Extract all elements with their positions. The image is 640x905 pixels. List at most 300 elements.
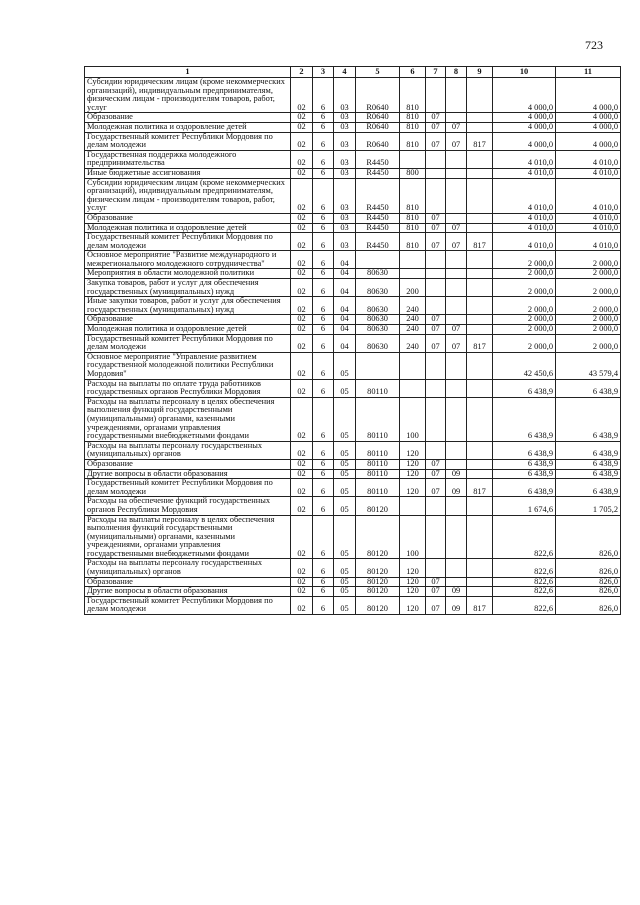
col4-cell: 03 — [334, 122, 356, 132]
row-name-cell: Государственный комитет Республики Мордовия по делам молодежи — [85, 334, 291, 352]
col9-cell — [467, 559, 493, 577]
col7-cell — [426, 168, 446, 178]
col5-cell: R4450 — [356, 213, 400, 223]
col6-cell: 120 — [400, 559, 426, 577]
column-header: 2 — [291, 67, 313, 78]
col8-cell — [446, 459, 467, 469]
table-row — [85, 251, 621, 269]
budget-table — [84, 66, 621, 615]
col6-cell: 810 — [400, 113, 426, 123]
col3-cell: 6 — [313, 559, 334, 577]
col3-cell: 6 — [313, 459, 334, 469]
col11-amount-cell: 6 438,9 — [556, 379, 621, 397]
col7-cell — [426, 397, 446, 441]
col6-cell: 810 — [400, 178, 426, 213]
col9-cell: 817 — [467, 132, 493, 150]
col6-cell — [400, 150, 426, 168]
col9-cell — [467, 122, 493, 132]
col8-cell: 07 — [446, 122, 467, 132]
col9-cell — [467, 352, 493, 379]
col7-cell: 07 — [426, 479, 446, 497]
col5-cell — [356, 251, 400, 269]
col6-cell: 100 — [400, 515, 426, 559]
col5-cell: 80630 — [356, 325, 400, 335]
col2-cell: 02 — [291, 122, 313, 132]
table-row — [85, 113, 621, 123]
col7-cell — [426, 297, 446, 315]
col6-cell: 120 — [400, 469, 426, 479]
col3-cell: 6 — [313, 233, 334, 251]
col3-cell: 6 — [313, 150, 334, 168]
col8-cell — [446, 279, 467, 297]
col7-cell — [426, 269, 446, 279]
table-row — [85, 515, 621, 559]
col5-cell: 80630 — [356, 297, 400, 315]
col4-cell: 03 — [334, 132, 356, 150]
col5-cell: 80110 — [356, 459, 400, 469]
row-name-cell: Мероприятия в области молодежной политики — [85, 269, 291, 279]
row-name-cell: Другие вопросы в области образования — [85, 469, 291, 479]
col3-cell: 6 — [313, 379, 334, 397]
table-row — [85, 577, 621, 587]
col7-cell — [426, 251, 446, 269]
col7-cell: 07 — [426, 315, 446, 325]
col11-amount-cell: 2 000,0 — [556, 297, 621, 315]
col3-cell: 6 — [313, 587, 334, 597]
col6-cell: 240 — [400, 297, 426, 315]
col3-cell: 6 — [313, 132, 334, 150]
col3-cell: 6 — [313, 479, 334, 497]
col2-cell: 02 — [291, 223, 313, 233]
col5-cell: 80110 — [356, 469, 400, 479]
col6-cell — [400, 379, 426, 397]
col5-cell: 80120 — [356, 515, 400, 559]
row-name-cell: Образование — [85, 577, 291, 587]
col11-amount-cell: 6 438,9 — [556, 469, 621, 479]
col11-amount-cell: 43 579,4 — [556, 352, 621, 379]
col7-cell: 07 — [426, 587, 446, 597]
col7-cell: 07 — [426, 122, 446, 132]
col11-amount-cell: 826,0 — [556, 596, 621, 614]
col9-cell — [467, 379, 493, 397]
col3-cell: 6 — [313, 577, 334, 587]
col9-cell — [467, 469, 493, 479]
col3-cell: 6 — [313, 168, 334, 178]
col4-cell: 03 — [334, 223, 356, 233]
col8-cell: 09 — [446, 479, 467, 497]
col4-cell: 05 — [334, 515, 356, 559]
col9-cell: 817 — [467, 233, 493, 251]
col11-amount-cell: 2 000,0 — [556, 251, 621, 269]
col10-amount-cell: 822,6 — [493, 515, 556, 559]
col10-amount-cell: 822,6 — [493, 596, 556, 614]
col5-cell: 80630 — [356, 269, 400, 279]
col3-cell: 6 — [313, 213, 334, 223]
col6-cell: 810 — [400, 122, 426, 132]
col11-amount-cell: 4 000,0 — [556, 113, 621, 123]
col8-cell — [446, 168, 467, 178]
col2-cell: 02 — [291, 397, 313, 441]
col3-cell: 6 — [313, 397, 334, 441]
row-name-cell: Образование — [85, 113, 291, 123]
col7-cell: 07 — [426, 233, 446, 251]
col10-amount-cell: 2 000,0 — [493, 334, 556, 352]
column-header: 8 — [446, 67, 467, 78]
col8-cell: 09 — [446, 596, 467, 614]
col9-cell — [467, 497, 493, 515]
col10-amount-cell: 4 010,0 — [493, 178, 556, 213]
col8-cell — [446, 441, 467, 459]
col3-cell: 6 — [313, 178, 334, 213]
row-name-cell: Расходы на выплаты персоналу в целях обеспечения выполнения функций государственными (муниципальными) органами, казенными учреждениями, органами управления государственными внебюджетными фондами — [85, 515, 291, 559]
col4-cell: 05 — [334, 397, 356, 441]
col10-amount-cell: 822,6 — [493, 587, 556, 597]
col10-amount-cell: 4 010,0 — [493, 168, 556, 178]
col2-cell: 02 — [291, 233, 313, 251]
col2-cell: 02 — [291, 168, 313, 178]
col5-cell: 80120 — [356, 596, 400, 614]
col10-amount-cell: 4 000,0 — [493, 78, 556, 113]
col11-amount-cell: 4 000,0 — [556, 78, 621, 113]
col8-cell — [446, 213, 467, 223]
table-row — [85, 279, 621, 297]
col6-cell: 810 — [400, 223, 426, 233]
col11-amount-cell: 6 438,9 — [556, 441, 621, 459]
row-name-cell: Расходы на обеспечение функций государственных органов Республики Мордовия — [85, 497, 291, 515]
row-name-cell: Молодежная политика и оздоровление детей — [85, 122, 291, 132]
col3-cell: 6 — [313, 113, 334, 123]
col4-cell: 04 — [334, 325, 356, 335]
col8-cell: 07 — [446, 325, 467, 335]
col11-amount-cell: 826,0 — [556, 515, 621, 559]
col6-cell: 810 — [400, 213, 426, 223]
col5-cell: R4450 — [356, 233, 400, 251]
col9-cell — [467, 178, 493, 213]
col5-cell: R4450 — [356, 150, 400, 168]
col4-cell: 05 — [334, 459, 356, 469]
col9-cell — [467, 223, 493, 233]
row-name-cell: Субсидии юридическим лицам (кроме некоммерческих организаций), индивидуальным предпринимателям, физическим лицам - производителям товаров, работ, услуг — [85, 78, 291, 113]
col5-cell: 80630 — [356, 279, 400, 297]
col5-cell: 80110 — [356, 397, 400, 441]
col2-cell: 02 — [291, 479, 313, 497]
col3-cell: 6 — [313, 325, 334, 335]
col11-amount-cell: 2 000,0 — [556, 315, 621, 325]
col6-cell: 120 — [400, 441, 426, 459]
col10-amount-cell: 6 438,9 — [493, 397, 556, 441]
col11-amount-cell: 4 000,0 — [556, 122, 621, 132]
col10-amount-cell: 4 000,0 — [493, 113, 556, 123]
col6-cell — [400, 352, 426, 379]
col9-cell — [467, 213, 493, 223]
col11-amount-cell: 4 010,0 — [556, 150, 621, 168]
col10-amount-cell: 4 010,0 — [493, 223, 556, 233]
column-header: 9 — [467, 67, 493, 78]
col6-cell: 120 — [400, 587, 426, 597]
col7-cell: 07 — [426, 113, 446, 123]
table-row — [85, 233, 621, 251]
col4-cell: 04 — [334, 279, 356, 297]
col6-cell — [400, 269, 426, 279]
col9-cell — [467, 397, 493, 441]
col2-cell: 02 — [291, 352, 313, 379]
col5-cell: R4450 — [356, 223, 400, 233]
col2-cell: 02 — [291, 297, 313, 315]
col8-cell: 07 — [446, 223, 467, 233]
row-name-cell: Образование — [85, 315, 291, 325]
page-number: 723 — [585, 38, 603, 52]
col8-cell: 09 — [446, 587, 467, 597]
col8-cell — [446, 497, 467, 515]
table-row — [85, 379, 621, 397]
col6-cell: 810 — [400, 132, 426, 150]
col8-cell — [446, 78, 467, 113]
table-row — [85, 441, 621, 459]
row-name-cell: Государственный комитет Республики Мордовия по делам молодежи — [85, 233, 291, 251]
col9-cell — [467, 297, 493, 315]
col11-amount-cell: 6 438,9 — [556, 397, 621, 441]
col4-cell: 03 — [334, 178, 356, 213]
table-row — [85, 325, 621, 335]
column-header: 3 — [313, 67, 334, 78]
col10-amount-cell: 6 438,9 — [493, 479, 556, 497]
col4-cell: 05 — [334, 587, 356, 597]
col7-cell: 07 — [426, 577, 446, 587]
col10-amount-cell: 2 000,0 — [493, 325, 556, 335]
col9-cell: 817 — [467, 334, 493, 352]
table-row — [85, 459, 621, 469]
col9-cell — [467, 78, 493, 113]
col7-cell — [426, 352, 446, 379]
col10-amount-cell: 4 000,0 — [493, 132, 556, 150]
col4-cell: 04 — [334, 334, 356, 352]
col6-cell: 120 — [400, 577, 426, 587]
row-name-cell: Расходы на выплаты персоналу государственных (муниципальных) органов — [85, 559, 291, 577]
col4-cell: 04 — [334, 269, 356, 279]
col5-cell: R4450 — [356, 178, 400, 213]
col11-amount-cell: 826,0 — [556, 577, 621, 587]
col4-cell: 03 — [334, 213, 356, 223]
col5-cell: 80110 — [356, 479, 400, 497]
col8-cell — [446, 150, 467, 168]
col5-cell: 80120 — [356, 587, 400, 597]
col4-cell: 03 — [334, 233, 356, 251]
table-row — [85, 469, 621, 479]
col2-cell: 02 — [291, 587, 313, 597]
column-header: 5 — [356, 67, 400, 78]
row-name-cell: Молодежная политика и оздоровление детей — [85, 325, 291, 335]
col5-cell: R0640 — [356, 78, 400, 113]
col10-amount-cell: 2 000,0 — [493, 315, 556, 325]
col7-cell: 07 — [426, 596, 446, 614]
col4-cell: 05 — [334, 497, 356, 515]
col4-cell: 05 — [334, 469, 356, 479]
col6-cell: 200 — [400, 279, 426, 297]
col8-cell — [446, 515, 467, 559]
col2-cell: 02 — [291, 113, 313, 123]
col3-cell: 6 — [313, 269, 334, 279]
col3-cell: 6 — [313, 122, 334, 132]
col7-cell — [426, 441, 446, 459]
row-name-cell: Расходы на выплаты персоналу в целях обеспечения выполнения функций государственными (муниципальными) органами, казенными учреждениями, органами управления государственными внебюджетными фондами — [85, 397, 291, 441]
col5-cell: R0640 — [356, 122, 400, 132]
col6-cell — [400, 497, 426, 515]
col9-cell: 817 — [467, 596, 493, 614]
col6-cell: 800 — [400, 168, 426, 178]
col10-amount-cell: 6 438,9 — [493, 459, 556, 469]
col10-amount-cell: 42 450,6 — [493, 352, 556, 379]
col6-cell: 810 — [400, 233, 426, 251]
col3-cell: 6 — [313, 497, 334, 515]
table-header-row — [85, 67, 621, 78]
table-row — [85, 334, 621, 352]
col10-amount-cell: 6 438,9 — [493, 469, 556, 479]
col7-cell: 07 — [426, 223, 446, 233]
col10-amount-cell: 822,6 — [493, 559, 556, 577]
col7-cell: 07 — [426, 334, 446, 352]
col3-cell: 6 — [313, 515, 334, 559]
column-header: 1 — [85, 67, 291, 78]
col4-cell: 05 — [334, 352, 356, 379]
table-body — [85, 78, 621, 615]
col9-cell — [467, 168, 493, 178]
col8-cell — [446, 577, 467, 587]
col4-cell: 05 — [334, 441, 356, 459]
row-name-cell: Государственный комитет Республики Мордовия по делам молодежи — [85, 479, 291, 497]
col7-cell — [426, 379, 446, 397]
col10-amount-cell: 822,6 — [493, 577, 556, 587]
col5-cell: 80120 — [356, 497, 400, 515]
col9-cell — [467, 113, 493, 123]
col3-cell: 6 — [313, 223, 334, 233]
col11-amount-cell: 2 000,0 — [556, 325, 621, 335]
col3-cell: 6 — [313, 78, 334, 113]
col7-cell — [426, 178, 446, 213]
col5-cell: 80110 — [356, 379, 400, 397]
col6-cell: 120 — [400, 479, 426, 497]
col4-cell: 03 — [334, 78, 356, 113]
col3-cell: 6 — [313, 334, 334, 352]
col8-cell — [446, 113, 467, 123]
col11-amount-cell: 2 000,0 — [556, 279, 621, 297]
col3-cell: 6 — [313, 251, 334, 269]
table-row — [85, 132, 621, 150]
col6-cell: 810 — [400, 78, 426, 113]
column-header: 11 — [556, 67, 621, 78]
col3-cell: 6 — [313, 469, 334, 479]
col2-cell: 02 — [291, 213, 313, 223]
table-row — [85, 559, 621, 577]
col6-cell: 120 — [400, 459, 426, 469]
col2-cell: 02 — [291, 269, 313, 279]
col9-cell — [467, 315, 493, 325]
col9-cell — [467, 269, 493, 279]
col9-cell — [467, 279, 493, 297]
col8-cell — [446, 178, 467, 213]
col11-amount-cell: 4 010,0 — [556, 178, 621, 213]
table-row — [85, 213, 621, 223]
col9-cell — [467, 441, 493, 459]
col10-amount-cell: 2 000,0 — [493, 251, 556, 269]
col10-amount-cell: 4 010,0 — [493, 213, 556, 223]
row-name-cell: Образование — [85, 213, 291, 223]
table-row — [85, 168, 621, 178]
table-row — [85, 397, 621, 441]
table-row — [85, 78, 621, 113]
row-name-cell: Государственная поддержка молодежного предпринимательства — [85, 150, 291, 168]
table-row — [85, 479, 621, 497]
col11-amount-cell: 4 010,0 — [556, 233, 621, 251]
col8-cell — [446, 315, 467, 325]
col2-cell: 02 — [291, 315, 313, 325]
column-header: 4 — [334, 67, 356, 78]
col2-cell: 02 — [291, 559, 313, 577]
col7-cell — [426, 559, 446, 577]
col11-amount-cell: 4 010,0 — [556, 223, 621, 233]
row-name-cell: Расходы на выплаты персоналу государственных (муниципальных) органов — [85, 441, 291, 459]
col11-amount-cell: 2 000,0 — [556, 269, 621, 279]
col8-cell: 07 — [446, 132, 467, 150]
col2-cell: 02 — [291, 251, 313, 269]
col4-cell: 04 — [334, 297, 356, 315]
col10-amount-cell: 4 000,0 — [493, 122, 556, 132]
table-row — [85, 596, 621, 614]
col2-cell: 02 — [291, 78, 313, 113]
col7-cell — [426, 497, 446, 515]
col2-cell: 02 — [291, 178, 313, 213]
col2-cell: 02 — [291, 334, 313, 352]
col3-cell: 6 — [313, 352, 334, 379]
col7-cell: 07 — [426, 325, 446, 335]
col6-cell: 120 — [400, 596, 426, 614]
col4-cell: 04 — [334, 315, 356, 325]
col2-cell: 02 — [291, 497, 313, 515]
col11-amount-cell: 4 010,0 — [556, 213, 621, 223]
col6-cell: 240 — [400, 315, 426, 325]
row-name-cell: Образование — [85, 459, 291, 469]
col2-cell: 02 — [291, 379, 313, 397]
col9-cell — [467, 577, 493, 587]
col11-amount-cell: 826,0 — [556, 587, 621, 597]
table-row — [85, 297, 621, 315]
col5-cell: R4450 — [356, 168, 400, 178]
table-row — [85, 122, 621, 132]
col9-cell — [467, 150, 493, 168]
col8-cell — [446, 379, 467, 397]
col5-cell: 80630 — [356, 315, 400, 325]
col7-cell — [426, 150, 446, 168]
row-name-cell: Основное мероприятие "Управление развитием государственной молодежной политики Республики Мордовия" — [85, 352, 291, 379]
col5-cell: R0640 — [356, 113, 400, 123]
col4-cell: 03 — [334, 150, 356, 168]
column-header: 6 — [400, 67, 426, 78]
col7-cell: 07 — [426, 459, 446, 469]
col9-cell — [467, 251, 493, 269]
row-name-cell: Иные закупки товаров, работ и услуг для обеспечения государственных (муниципальных) нужд — [85, 297, 291, 315]
col10-amount-cell: 2 000,0 — [493, 269, 556, 279]
col11-amount-cell: 2 000,0 — [556, 334, 621, 352]
col10-amount-cell: 2 000,0 — [493, 297, 556, 315]
col6-cell: 240 — [400, 325, 426, 335]
col10-amount-cell: 4 010,0 — [493, 233, 556, 251]
col6-cell — [400, 251, 426, 269]
row-name-cell: Молодежная политика и оздоровление детей — [85, 223, 291, 233]
col2-cell: 02 — [291, 469, 313, 479]
col6-cell: 100 — [400, 397, 426, 441]
col5-cell — [356, 352, 400, 379]
col11-amount-cell: 4 000,0 — [556, 132, 621, 150]
col3-cell: 6 — [313, 441, 334, 459]
